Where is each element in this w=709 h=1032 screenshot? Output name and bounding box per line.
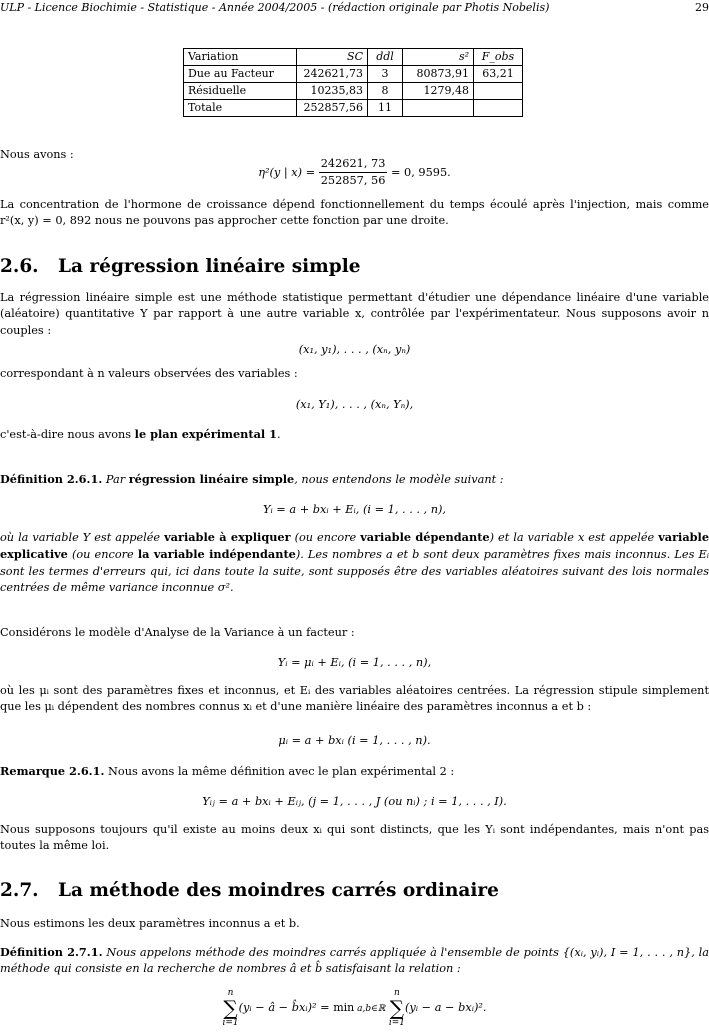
bold-term: le plan expérimental 1 — [134, 427, 277, 441]
table-cell: Résiduelle — [184, 83, 297, 100]
table-header-cell: Variation — [184, 49, 297, 66]
equation-least-squares — [0, 988, 709, 1028]
definition-2-6-1-body — [0, 529, 709, 597]
anova-table — [183, 48, 523, 117]
table-row — [184, 83, 523, 100]
table-cell: 80873,91 — [403, 66, 474, 83]
equation-fraction — [319, 156, 388, 190]
text-run: (ou encore — [290, 531, 361, 544]
summation-symbol — [222, 988, 238, 1028]
bold-term: régression linéaire simple — [128, 472, 295, 486]
definition-2-6-1 — [0, 471, 709, 488]
text-run: ) et la variable x est appelée — [489, 531, 659, 544]
paragraph-plan-experimental — [0, 426, 709, 443]
bold-term: variable dépendante — [360, 530, 490, 544]
table-cell — [474, 100, 523, 117]
text-run: (ou encore — [67, 548, 138, 562]
table-header-row — [184, 49, 523, 66]
table-row — [184, 66, 523, 83]
table-cell: Totale — [184, 100, 297, 117]
equation-rhs: (yᵢ − a − bxᵢ)². — [405, 1001, 487, 1014]
section-title: La méthode des moindres carrés ordinaire — [58, 880, 499, 901]
equation-regression-model: Yᵢ = a + bxᵢ + Eᵢ, (i = 1, . . . , n), — [262, 503, 447, 516]
text-run: c'est-à-dire nous avons — [0, 428, 135, 441]
section-heading-2-6 — [0, 254, 361, 281]
fraction-numerator: 242621, 73 — [319, 156, 388, 173]
equation-eta — [0, 156, 709, 190]
sum-upper-limit: n — [394, 988, 400, 998]
equation-mu: μᵢ = a + bxᵢ (i = 1, . . . , n). — [278, 734, 431, 747]
paragraph-correspondant: correspondant à n valeurs observées des variables : — [0, 367, 298, 380]
text-run: Par — [102, 473, 129, 486]
min-subscript: a,b∈ℝ — [357, 1004, 386, 1014]
section-heading-2-7 — [0, 878, 499, 905]
table-header-cell: F_obs — [474, 49, 523, 66]
min-label: min — [333, 1001, 355, 1014]
table-cell: 8 — [368, 83, 403, 100]
running-header — [0, 0, 709, 16]
bold-term: variable explicative — [0, 530, 709, 562]
remark-2-6-1 — [0, 763, 709, 780]
equation-rhs: = 0, 9595. — [391, 165, 451, 179]
summation-symbol — [389, 988, 405, 1028]
table-cell: 11 — [368, 100, 403, 117]
fraction-denominator: 252857, 56 — [320, 174, 386, 188]
page-number: 29 — [695, 1, 709, 14]
paragraph-estimons: Nous estimons les deux paramètres inconnus a et b. — [0, 917, 300, 930]
table-cell: 1279,48 — [403, 83, 474, 100]
paragraph-mu-parameters: où les μᵢ sont des paramètres fixes et inconnus, et Eᵢ des variables aléatoires centrées. La régression stipule simplement que les μᵢ dépendent des nombres connus xᵢ et d'une manière linéaire des paramètres inconnus a et b : — [0, 684, 709, 714]
equation-couples: (x₁, y₁), . . . , (xₙ, yₙ) — [298, 343, 411, 356]
table-cell: 63,21 — [474, 66, 523, 83]
definition-label: Définition 2.6.1. — [0, 472, 103, 486]
sum-upper-limit: n — [227, 988, 234, 998]
equation-plan-2: Yᵢⱼ = a + bxᵢ + Eᵢⱼ, (j = 1, . . . , J (ou nᵢ) ; i = 1, . . . , I). — [202, 795, 507, 808]
table-cell: Due au Facteur — [184, 66, 297, 83]
paragraph-concentration: La concentration de l'hormone de croissance dépend fonctionnellement du temps écoulé après l'injection, mais comme r²(x, y) = 0, 892 nous ne pouvons pas approcher cette fonction par une droite. — [0, 198, 709, 228]
table-header-cell: s² — [403, 49, 474, 66]
paragraph-considerons: Considérons le modèle d'Analyse de la Variance à un facteur : — [0, 626, 355, 639]
paragraph-supposons: Nous supposons toujours qu'il existe au moins deux xᵢ qui sont distincts, que les Yᵢ sont indépendantes, mais n'ont pas toutes la même loi. — [0, 823, 709, 853]
section-title: La régression linéaire simple — [58, 256, 361, 277]
header-title: ULP - Licence Biochimie - Statistique - Année 2004/2005 - (rédaction originale par Photis Nobelis) — [0, 1, 550, 14]
text-run: où la variable Y est appelée — [0, 531, 165, 544]
definition-label: Définition 2.7.1. — [0, 945, 103, 959]
table-cell — [403, 100, 474, 117]
section-number: 2.6. — [0, 256, 39, 277]
sum-lower-limit: i=1 — [388, 1018, 406, 1028]
table-cell: 242621,73 — [297, 66, 368, 83]
bold-term: variable à expliquer — [164, 530, 291, 544]
section-number: 2.7. — [0, 880, 39, 901]
table-cell: 3 — [368, 66, 403, 83]
table-header-cell: ddl — [368, 49, 403, 66]
text-run: . — [276, 428, 281, 441]
table-cell: 252857,56 — [297, 100, 368, 117]
text-run: Nous avons la même définition avec le plan expérimental 2 : — [104, 765, 455, 778]
sum-lower-limit: i=1 — [222, 1018, 239, 1028]
text-run: Nous appelons méthode des moindres carrés appliquée à l'ensemble de points {(xᵢ, yᵢ), I = 1, . . . , n}, la méthode qui consiste en la recherche de nombres â et b̂ satisfaisant la relation : — [0, 946, 709, 976]
table-cell — [474, 83, 523, 100]
equation-observed-values: (x₁, Y₁), . . . , (xₙ, Yₙ), — [295, 398, 414, 411]
table-cell: 10235,83 — [297, 83, 368, 100]
min-operator — [333, 1001, 385, 1015]
text-run: , nous entendons le modèle suivant : — [294, 473, 504, 486]
sigma-glyph: ∑ — [223, 996, 238, 1020]
equation-lhs: η²(y | x) = — [258, 165, 316, 179]
paragraph-nous-avons: Nous avons : — [0, 148, 74, 161]
sigma-glyph: ∑ — [389, 996, 405, 1020]
bold-term: la variable indépendante — [137, 547, 296, 562]
equation-anova-model: Yᵢ = μᵢ + Eᵢ, (i = 1, . . . , n), — [277, 656, 432, 669]
definition-2-7-1 — [0, 944, 709, 978]
table-header-cell: SC — [297, 49, 368, 66]
equation-lhs: (yᵢ − â − b̂xᵢ)² = — [238, 1001, 334, 1014]
table-row — [184, 100, 523, 117]
paragraph-regression: La régression linéaire simple est une méthode statistique permettant d'étudier une dépendance linéaire d'une variable (aléatoire) quantitative Y par rapport à une autre variable x, contrôlée par l'expérimentateur. Nous supposons avoir n couples : — [0, 291, 709, 337]
remark-label: Remarque 2.6.1. — [0, 764, 105, 778]
text-run: ). Les nombres a et b sont deux paramètres fixes mais inconnus. Les Eᵢ sont les termes d'erreurs qui, ici dans toute la suite, sont supposés être des variables aléatoires suivant des lois normales centrées de même variance inconnue σ². — [0, 548, 709, 595]
